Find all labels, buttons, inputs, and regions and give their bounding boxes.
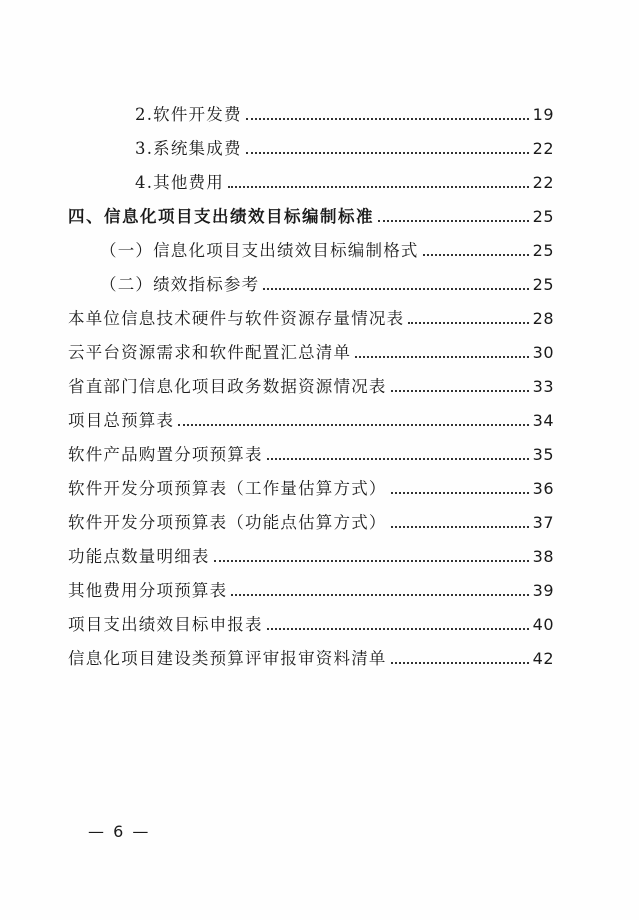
toc-entry[interactable] (68, 538, 554, 568)
toc-dot-leader (391, 390, 529, 392)
toc-entry[interactable] (68, 402, 554, 432)
page-footer-number: — 6 — (88, 822, 151, 841)
toc-page-number: 25 (532, 241, 554, 260)
toc-entry-label: 功能点数量明细表 (68, 547, 210, 566)
toc-entry-label: 其他费用分项预算表 (68, 581, 228, 600)
toc-dot-leader (267, 458, 529, 460)
toc-page-number: 22 (532, 173, 554, 192)
toc-dot-leader (231, 594, 528, 596)
toc-entry[interactable] (68, 640, 554, 670)
toc-entry[interactable] (68, 436, 554, 466)
toc-page-number: 37 (532, 513, 554, 532)
toc-dot-leader (178, 424, 528, 426)
toc-entry-label: 软件产品购置分项预算表 (68, 445, 263, 464)
toc-dot-leader (246, 118, 529, 120)
toc-entry[interactable] (135, 164, 554, 194)
toc-entry[interactable] (68, 368, 554, 398)
toc-entry[interactable] (68, 470, 554, 500)
toc-page-number: 38 (532, 547, 554, 566)
toc-dot-leader (423, 254, 529, 256)
toc-dot-leader (391, 526, 529, 528)
toc-entry-label: 2.软件开发费 (135, 105, 242, 124)
toc-entry[interactable] (68, 504, 554, 534)
toc-dot-leader (391, 492, 529, 494)
toc-page-number: 30 (532, 343, 554, 362)
toc-page-number: 39 (532, 581, 554, 600)
toc-entry[interactable] (135, 96, 554, 126)
toc-page-number: 40 (532, 615, 554, 634)
toc-entry[interactable] (68, 334, 554, 364)
toc-entry-label: 四、信息化项目支出绩效目标编制标准 (68, 207, 374, 226)
toc-entry[interactable] (100, 232, 554, 262)
toc-entry-label: 信息化项目建设类预算评审报审资料清单 (68, 649, 387, 668)
toc-entry-label: （二）绩效指标参考 (100, 275, 260, 294)
toc-page-number: 25 (532, 207, 554, 226)
toc-page-number: 25 (532, 275, 554, 294)
toc-entry[interactable] (68, 572, 554, 602)
toc-entry-label: 软件开发分项预算表（功能点估算方式） (68, 513, 387, 532)
toc-entry-label: 项目支出绩效目标申报表 (68, 615, 263, 634)
toc-entry-label: 本单位信息技术硬件与软件资源存量情况表 (68, 309, 405, 328)
toc-page-number: 36 (532, 479, 554, 498)
toc-dot-leader (246, 152, 529, 154)
toc-dot-leader (391, 662, 529, 664)
toc-dot-leader (267, 628, 529, 630)
toc-page-number: 42 (532, 649, 554, 668)
toc-page-number: 19 (532, 105, 554, 124)
toc-entry-label: 3.系统集成费 (135, 139, 242, 158)
toc-dot-leader (228, 186, 529, 188)
toc-entry-label: 省直部门信息化项目政务数据资源情况表 (68, 377, 387, 396)
toc-entry-label: 项目总预算表 (68, 411, 175, 430)
toc-page-number: 33 (532, 377, 554, 396)
toc-entry[interactable] (135, 130, 554, 160)
toc-entry-label: 4.其他费用 (135, 173, 224, 192)
toc-dot-leader (408, 322, 528, 324)
toc-dot-leader (214, 560, 529, 562)
toc-entry[interactable] (68, 300, 554, 330)
toc-page-number: 22 (532, 139, 554, 158)
toc-page-number: 28 (532, 309, 554, 328)
toc-entry[interactable] (68, 606, 554, 636)
toc-dot-leader (355, 356, 528, 358)
toc-dot-leader (263, 288, 528, 290)
toc-entry-label: 云平台资源需求和软件配置汇总清单 (68, 343, 352, 362)
toc-entry-label: （一）信息化项目支出绩效目标编制格式 (100, 241, 419, 260)
toc-page-number: 35 (532, 445, 554, 464)
toc-dot-leader (378, 220, 529, 222)
toc-page-number: 34 (532, 411, 554, 430)
toc-entry[interactable] (100, 266, 554, 296)
toc-section-heading[interactable] (68, 198, 554, 228)
toc-entry-label: 软件开发分项预算表（工作量估算方式） (68, 479, 387, 498)
